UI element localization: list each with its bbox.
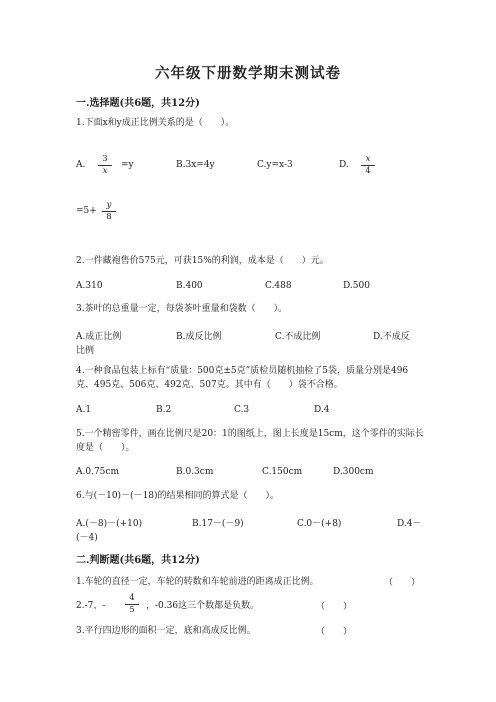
question-4-stem: 4.一种食品包装上标有“质量：500克±5克”质检员随机抽检了5袋，质量分别是496克、495克、506克、492克、507克。其中有（ ）袋不合格。 — [76, 366, 409, 390]
question-3-stem: 3.茶叶的总重量一定，每袋茶叶重量和袋数（ ）。 — [76, 304, 288, 314]
q2-option-a: A.310 — [76, 281, 103, 291]
fraction-denominator: 4 — [365, 166, 371, 176]
fraction-numerator: x — [361, 154, 375, 166]
q3-option-a: A.成正比例 — [76, 332, 122, 342]
question-6-stem: 6.与(－10)－(－18)的结果相同的算式是（ ）。 — [76, 491, 280, 501]
judgement-3-stem: 3.平行四边形的面积一定，底和高成反比例。 — [76, 626, 256, 636]
q1-option-b: B.3x=4y — [176, 160, 215, 170]
section-heading-choice: 一.选择题(共6题，共12分) — [76, 98, 200, 109]
question-2-stem: 2.一件藏袍售价575元，可获15%的利润，成本是（ ）元。 — [76, 256, 329, 266]
question-5-stem: 5.一个精密零件，画在比例尺是20：1的图纸上，图上长度是15cm，这个零件的实际长度是（ ）。 — [76, 429, 424, 453]
judgement-2-blank: （ ） — [316, 602, 353, 612]
fraction-numerator: 3 — [98, 154, 112, 166]
q6-option-a: A.(－8)－(+10) — [76, 519, 143, 529]
judgement-3-blank: （ ） — [316, 627, 353, 637]
q3-option-c: C.不成比例 — [275, 332, 321, 342]
q1-option-a-fraction — [98, 154, 112, 177]
q6-option-c: C.0－(+8) — [297, 519, 342, 529]
fraction-denominator: 8 — [106, 212, 112, 222]
fraction-numerator: 4 — [125, 593, 139, 605]
q3-option-d: D.不成反 — [373, 332, 410, 342]
judgement-2-lead: 2.-7、- — [76, 601, 106, 611]
q4-option-c: C.3 — [234, 405, 250, 415]
q5-option-a: A.0.75cm — [76, 467, 119, 477]
fraction-denominator: 5 — [129, 605, 135, 615]
q3-option-d-continuation: 比例 — [76, 346, 95, 356]
judgement-2-tail: ，-0.36这三个数都是负数。 — [146, 601, 260, 611]
q4-option-b: B.2 — [156, 405, 172, 415]
q4-option-d: D.4 — [314, 405, 330, 415]
q6-option-d-continuation: (－4) — [76, 533, 98, 543]
q5-option-b: B.0.3cm — [176, 467, 214, 477]
q1-option-d-fraction — [361, 154, 375, 177]
q1-option-a-tail: =y — [121, 160, 134, 170]
q1-option-c: C.y=x-3 — [257, 160, 293, 170]
q1-option-d-continuation-fraction — [102, 200, 116, 223]
section-heading-judgement: 二.判断题(共6题，共12分) — [76, 555, 200, 566]
page-title: 六年级下册数学期末测试卷 — [155, 65, 341, 82]
fraction-denominator: x — [102, 166, 108, 176]
question-1-stem: 1.下面x和y成正比例关系的是（ ）。 — [76, 118, 235, 128]
q2-option-c: C.488 — [265, 281, 292, 291]
q2-option-d: D.500 — [343, 281, 370, 291]
fraction-numerator: y — [102, 200, 116, 212]
q4-option-a: A.1 — [76, 405, 92, 415]
q1-option-d-label: D. — [339, 160, 349, 170]
q1-option-d-continuation: =5+ — [76, 206, 97, 216]
q1-option-a-label: A. — [76, 160, 86, 170]
judgement-1-blank: （ ） — [384, 578, 421, 588]
q6-option-b: B.17－(－9) — [192, 519, 244, 529]
q2-option-b: B.400 — [176, 281, 203, 291]
q5-option-d: D.300cm — [333, 467, 374, 477]
q6-option-d: D.4－ — [397, 519, 422, 529]
judgement-2-fraction — [125, 593, 139, 616]
q3-option-b: B.成反比例 — [176, 332, 222, 342]
q5-option-c: C.150cm — [262, 467, 303, 477]
judgement-1-stem: 1.车轮的直径一定，车轮的转数和车轮前进的距离成正比例。 — [76, 577, 319, 587]
